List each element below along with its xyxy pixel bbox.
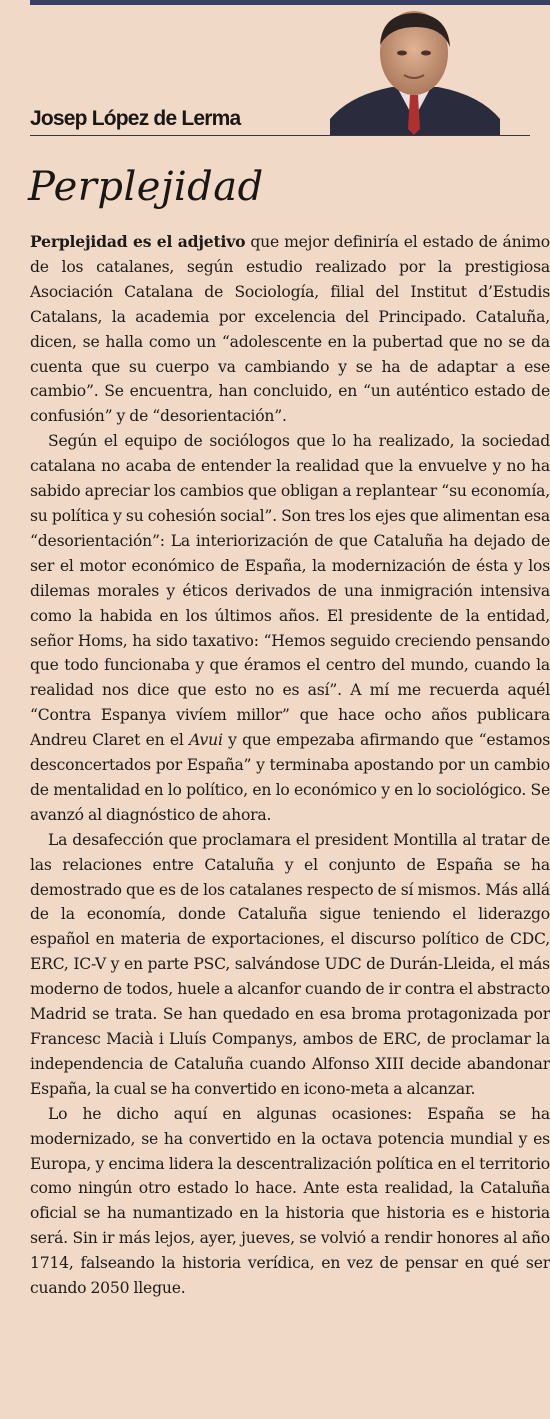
- author-divider: [30, 135, 530, 136]
- paragraph-4: Lo he dicho aquí en algunas ocasiones: España se ha modernizado, se ha convertido en la octava potencia mundial y es Europa, y encima lidera la descentralización política en el territorio como ningún otro estado lo hace. Ante esta realidad, la Cataluña oficial se ha numantizado en la historia que historia es e historia será. Sin ir más lejos, ayer, jueves, se volvió a rendir honores al año 1714, falseando la historia verídica, en vez de pensar en qué ser cuando 2050 llegue.: [30, 1104, 550, 1298]
- paragraph-1-text: que mejor definiría el estado de ánimo de los catalanes, según estudio realizado por la prestigiosa Asociación Catalana de Sociología, filial del Institut d’Estudis Catalans, la academia por excelencia del Principado. Cataluña, dicen, se halla como un “adolescente en la pubertad que no se da cuenta que su cuerpo va cambiando y se ha de adaptar a ese cambio”. Se encuentra, han concluido, en “un auténtico estado de confusión” y de “desorientación”.: [30, 233, 550, 426]
- newspaper-name: Avui: [189, 731, 223, 750]
- byline: [30, 5, 530, 135]
- paragraph-2-text-b: y que empezaba afirmando que “estamos desconcertados por España” y terminaba apostando por un cambio de mentalidad en lo político, en lo económico y en lo sociológico. Se avanzó al diagnóstico de ahora.: [30, 731, 550, 824]
- author-photo: [330, 7, 500, 135]
- article-body: [30, 230, 550, 1301]
- paragraph-2: [30, 429, 550, 828]
- paragraph-2-text-a: Según el equipo de sociólogos que lo ha realizado, la sociedad catalana no acaba de entender la realidad que la envuelve y no ha sabido apreciar los cambios que obligan a replantear “su economía, su política y su cohesión social”. Son tres los ejes que alimentan esa “desorientación”: La interiorización de que Cataluña ha dejado de ser el motor económico de España, la modernización de ésta y los dilemas morales y éticos derivados de una inmigración intensiva como la habida en los últimos años. El presidente de la entidad, señor Homs, ha sido taxativo: “Hemos seguido creciendo pensando que todo funcionaba y que éramos el centro del mundo, cuando la realidad nos dice que esto no es así”. A mí me recuerda aquél “Contra Espanya vivíem millor” que hace ocho años publicara Andreu Claret en el: [30, 432, 550, 750]
- paragraph-1: [30, 230, 550, 429]
- lead-in: Perplejidad es el adjetivo: [30, 232, 246, 251]
- paragraph-3: La desafección que proclamara el president Montilla al tratar de las relaciones entre Cataluña y el conjunto de España se ha demostrado que es de los catalanes respecto de sí mismos. Más allá de la economía, donde Cataluña sigue teniendo el liderazgo español en materia de exportaciones, el discurso político de CDC, ERC, IC-V y en parte PSC, salvándose UDC de Durán-Lleida, el más moderno de todos, huele a alcanfor cuando de ir contra el abstracto Madrid se trata. Se han quedado en esa broma protagonizada por Francesc Macià i Lluís Companys, ambos de ERC, de proclamar la independencia de Cataluña cuando Alfonso XIII decide abandonar España, la cual se ha convertido en icono-meta a alcanzar.: [30, 830, 550, 1098]
- article-title: Perplejidad: [28, 164, 264, 210]
- author-name: Josep López de Lerma: [30, 107, 241, 130]
